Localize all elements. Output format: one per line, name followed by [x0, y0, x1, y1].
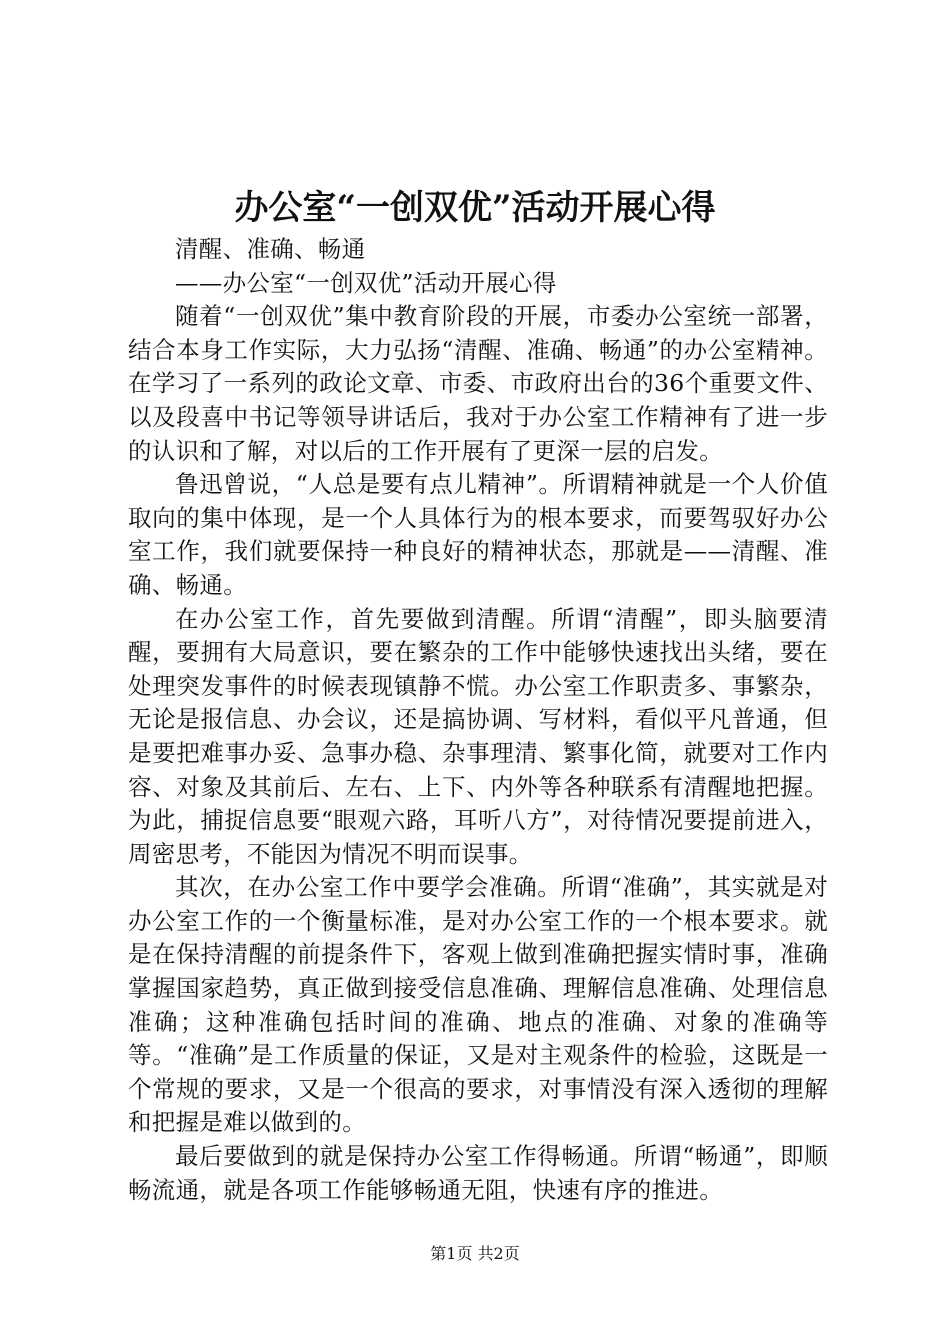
body-paragraph: 最后要做到的就是保持办公室工作得畅通。所谓“畅通”，即顺畅流通，就是各项工作能够畅通无阻，快速有序的推进。	[128, 1142, 828, 1204]
body-paragraph: 在办公室工作，首先要做到清醒。所谓“清醒”，即头脑要清醒，要拥有大局意识，要在繁杂的工作中能够快速找出头绪，要在处理突发事件的时候表现镇静不慌。办公室工作职责多、事繁杂，无论是报信息、办会议，还是搞协调、写材料，看似平凡普通，但是要把难事办妥、急事办稳、杂事理清、繁事化简，就要对工作内容、对象及其前后、左右、上下、内外等各种联系有清醒地把握。为此，捕捉信息要“眼观六路，耳听八方”，对待情况要提前进入，周密思考，不能因为情况不明而误事。	[128, 604, 828, 868]
page-footer: 第1页 共2页	[430, 1244, 520, 1263]
document-body	[128, 233, 828, 1207]
body-paragraph: 随着“一创双优”集中教育阶段的开展，市委办公室统一部署，结合本身工作实际，大力弘扬“清醒、准确、畅通”的办公室精神。在学习了一系列的政论文章、市委、市政府出台的36个重要文件、以及段喜中书记等领导讲话后，我对于办公室工作精神有了进一步的认识和了解，对以后的工作开展有了更深一层的启发。	[128, 302, 828, 465]
document-title: 办公室“一创双优”活动开展心得	[234, 188, 716, 228]
subtitle-dash-line: ——办公室“一创双优”活动开展心得	[175, 268, 557, 297]
subtitle-line: 清醒、准确、畅通	[175, 235, 366, 263]
body-paragraph: 鲁迅曾说，“人总是要有点儿精神”。所谓精神就是一个人价值取向的集中体现，是一个人具体行为的根本要求，而要驾驭好办公室工作，我们就要保持一种良好的精神状态，那就是——清醒、准确、畅通。	[128, 470, 828, 599]
body-paragraph: 其次，在办公室工作中要学会准确。所谓“准确”，其实就是对办公室工作的一个衡量标准，是对办公室工作的一个根本要求。就是在保持清醒的前提条件下，客观上做到准确把握实情时事，准确掌握国家趋势，真正做到接受信息准确、理解信息准确、处理信息准确；这种准确包括时间的准确、地点的准确、对象的准确等等。“准确”是工作质量的保证，又是对主观条件的检验，这既是一个常规的要求，又是一个很高的要求，对事情没有深入透彻的理解和把握是难以做到的。	[128, 873, 828, 1137]
